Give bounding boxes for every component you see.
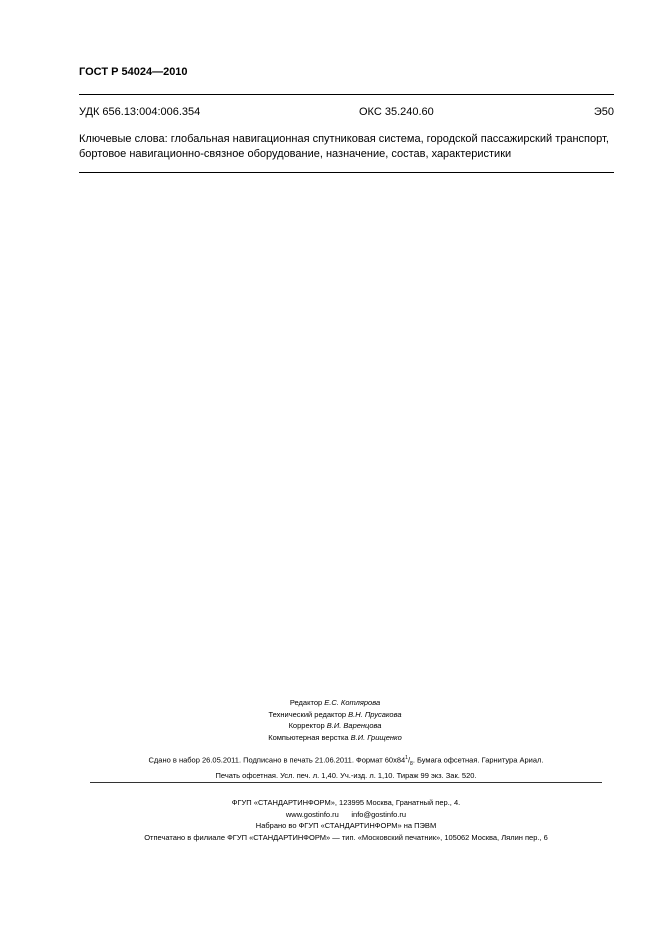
publisher-website[interactable]: www.gostinfo.ru [285, 809, 339, 819]
credit-name: В.И. Варенцова [326, 721, 382, 730]
publisher-email[interactable]: info@gostinfo.ru [351, 809, 407, 819]
credit-tech-editor [200, 709, 470, 721]
credit-layout [200, 732, 470, 744]
print-info-text: Сдано в набор 26.05.2011. Подписано в печать 21.06.2011. Формат 60x84 [148, 755, 406, 765]
credit-role: Корректор [288, 721, 325, 730]
group-code: Э50 [593, 106, 614, 118]
print-info-text: . Бумага офсетная. Гарнитура Ариал. [412, 755, 544, 765]
typeset-note: Набрано во ФГУП «СТАНДАРТИНФОРМ» на ПЭВМ [255, 821, 437, 830]
keywords-divider [79, 172, 614, 173]
credit-name: Е.С. Котлярова [324, 698, 381, 707]
print-info-line2: Печать офсетная. Усл. печ. л. 1,40. Уч.-изд. л. 1,10. Тираж 99 экз. Зак. 520. [215, 771, 477, 780]
print-info-line1: Сдано в набор 26.05.2011. Подписано в печать 21.06.2011. Формат $60x84^1/_8$. Бумага офсетная. Гарнитура Ариал. [148, 755, 544, 767]
header-divider [79, 94, 614, 95]
publisher-contacts [90, 809, 602, 821]
classification-row [79, 106, 614, 120]
credit-role: Редактор [289, 698, 323, 707]
document-number: ГОСТ Р 54024—2010 [79, 66, 188, 78]
credit-role: Компьютерная верстка [268, 732, 349, 742]
keywords-label: Ключевые слова: [79, 133, 168, 145]
publisher-block [90, 797, 602, 843]
credit-role: Технический редактор [268, 709, 347, 719]
print-info-block [90, 752, 602, 782]
printed-note: Отпечатано в филиале ФГУП «СТАНДАРТИНФОРМ» — тип. «Московский печатник», 105062 Москва, Лялин пер., 6 [144, 832, 548, 842]
publisher-address: ФГУП «СТАНДАРТИНФОРМ», 123995 Москва, Гранатный пер., 4. [231, 798, 461, 807]
format-fraction-top: 1 [405, 755, 408, 761]
credit-name: В.И. Грищенко [350, 732, 402, 742]
print-divider [90, 782, 602, 783]
credit-proofreader [200, 720, 470, 732]
credit-editor [200, 697, 470, 709]
format-fraction-bottom: 8 [410, 761, 413, 767]
keywords-block [79, 132, 614, 162]
credits-block [200, 697, 470, 743]
oks-code: ОКС 35.240.60 [359, 106, 434, 118]
udk-code: УДК 656.13:004:006.354 [79, 106, 201, 118]
keywords-text: глобальная навигационная спутниковая система, городской пассажирский транспорт, бортовое навигационно-связное оборудование, назначение, состав, характеристики [79, 133, 609, 160]
credit-name: В.Н. Прусакова [348, 709, 402, 719]
